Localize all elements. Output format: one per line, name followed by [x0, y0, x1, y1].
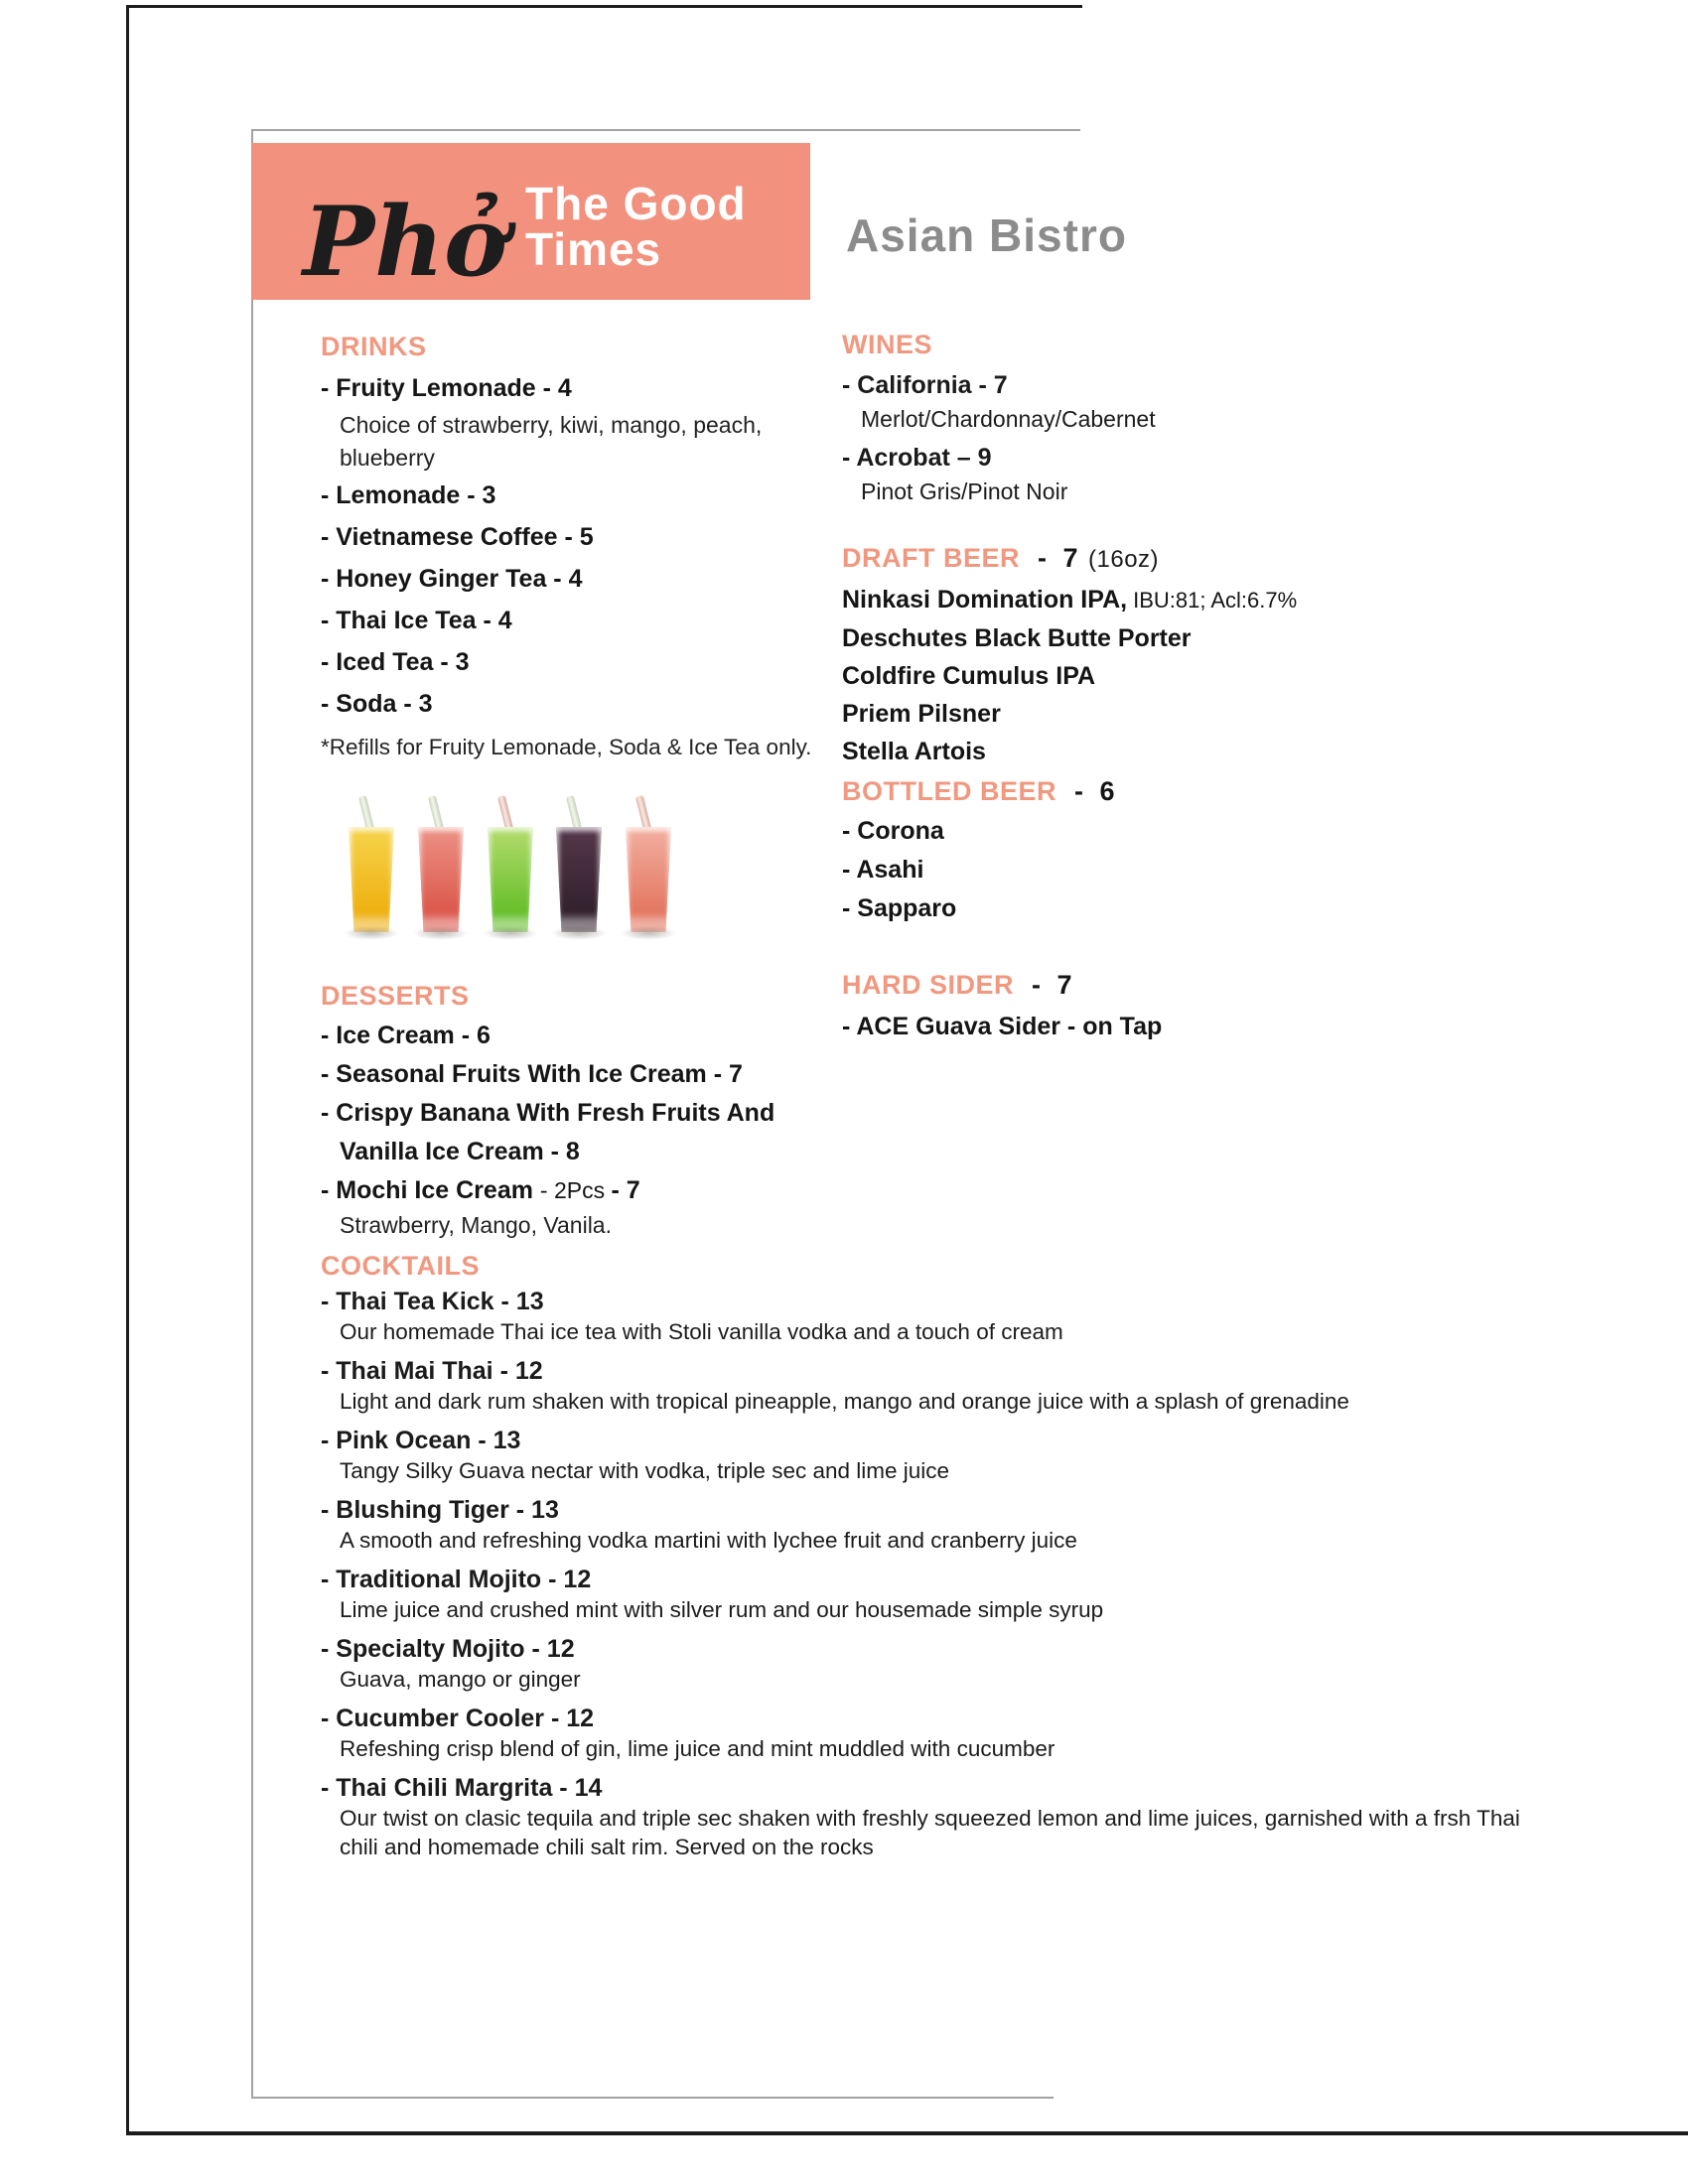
- menu-item: Coldfire Cumulus IPA: [842, 662, 1096, 690]
- drinks-heading: DRINKS: [321, 332, 427, 361]
- menu-item: - Crispy Banana With Fresh Fruits And: [321, 1099, 775, 1127]
- cocktail-item: [321, 1773, 1561, 1861]
- menu-item: Vanilla Ice Cream - 8: [340, 1138, 580, 1165]
- logo-restaurant-name: The Good Times: [525, 178, 747, 275]
- menu-item: - Honey Ginger Tea - 4: [321, 565, 583, 593]
- cocktail-item: [321, 1356, 1561, 1416]
- outer-border-bottom: [126, 2131, 1688, 2135]
- restaurant-subtitle: Asian Bistro: [846, 209, 1127, 261]
- item-description: Light and dark rum shaken with tropical pineapple, mango and orange juice with a splash of grenadine: [340, 1389, 1349, 1414]
- item-description: Strawberry, Mango, Vanila.: [340, 1212, 612, 1238]
- bottled-beer-heading: BOTTLED BEER - 6: [842, 776, 1116, 806]
- hard-sider-section: [842, 964, 1162, 1045]
- logo-banner: [251, 143, 810, 300]
- menu-item: - Fruity Lemonade - 4: [321, 374, 572, 402]
- item-description: A smooth and refreshing vodka martini with lychee fruit and cranberry juice: [340, 1528, 1077, 1553]
- desserts-section: [321, 975, 774, 1241]
- menu-item: - Corona: [842, 817, 944, 845]
- wines-heading: WINES: [842, 330, 933, 359]
- inner-card-border-top: [251, 129, 1080, 131]
- menu-item: - Thai Chili Margrita - 14: [321, 1774, 603, 1802]
- outer-border-top: [126, 5, 1082, 8]
- cocktail-item: [321, 1704, 1561, 1763]
- item-description: blueberry: [340, 445, 435, 471]
- draft-beer-section: [842, 537, 1297, 770]
- draft-beer-heading: DRAFT BEER - 7 (16oz): [842, 543, 1160, 573]
- menu-item: - Lemonade - 3: [321, 481, 496, 509]
- menu-item: - Sapparo: [842, 894, 957, 922]
- cocktail-item: [321, 1634, 1561, 1694]
- menu-item: - Pink Ocean - 13: [321, 1427, 521, 1454]
- glass-peach-pink: [626, 787, 671, 956]
- cocktail-item: [321, 1426, 1561, 1485]
- cocktails-section: [321, 1245, 1561, 1871]
- menu-item: - Thai Mai Thai - 12: [321, 1357, 543, 1385]
- item-description: Our twist on clasic tequila and triple sec shaken with freshly squeezed lemon and lime juices, garnished with a frsh Thai chili and homemade chili salt rim. Served on the rocks: [340, 1806, 1520, 1859]
- menu-item: - Acrobat – 9: [842, 444, 992, 472]
- menu-item: - Thai Ice Tea - 4: [321, 607, 512, 634]
- item-description: Our homemade Thai ice tea with Stoli vanilla vodka and a touch of cream: [340, 1319, 1063, 1344]
- menu-item: - Blushing Tiger - 13: [321, 1496, 559, 1524]
- inner-card-border-bottom: [251, 2097, 1054, 2099]
- glass-kiwi-green: [488, 787, 533, 956]
- menu-item: - Mochi Ice Cream - 2Pcs - 7: [321, 1176, 640, 1204]
- hard-sider-heading: HARD SIDER - 7: [842, 970, 1073, 1000]
- item-description: Lime juice and crushed mint with silver rum and our housemade simple syrup: [340, 1597, 1104, 1622]
- menu-item: - Specialty Mojito - 12: [321, 1635, 575, 1663]
- glass-yellow-lemonade: [349, 787, 394, 956]
- item-description: Tangy Silky Guava nectar with vodka, triple sec and lime juice: [340, 1458, 950, 1483]
- cocktail-item: [321, 1495, 1561, 1555]
- menu-item: - ACE Guava Sider - on Tap: [842, 1013, 1163, 1040]
- inner-card-border-left: [251, 129, 253, 2099]
- cocktail-item: [321, 1565, 1561, 1624]
- menu-item: - Asahi: [842, 856, 924, 884]
- menu-item: - Seasonal Fruits With Ice Cream - 7: [321, 1060, 743, 1088]
- menu-item: - Vietnamese Coffee - 5: [321, 523, 594, 551]
- outer-border-left: [126, 5, 129, 2134]
- menu-item: - Iced Tea - 3: [321, 648, 470, 676]
- cocktails-heading: COCKTAILS: [321, 1251, 480, 1281]
- menu-item: - California - 7: [842, 371, 1008, 399]
- drinks-photo: [349, 787, 676, 956]
- menu-item: - Soda - 3: [321, 690, 433, 718]
- menu-item: - Thai Tea Kick - 13: [321, 1288, 544, 1315]
- menu-item: Stella Artois: [842, 738, 986, 765]
- item-description: Choice of strawberry, kiwi, mango, peach,: [340, 412, 763, 438]
- item-description: Guava, mango or ginger: [340, 1667, 581, 1692]
- desserts-heading: DESSERTS: [321, 981, 470, 1011]
- menu-item: - Cucumber Cooler - 12: [321, 1705, 595, 1732]
- logo-pho-script: Phở: [303, 186, 508, 299]
- menu-item: Priem Pilsner: [842, 700, 1001, 728]
- wines-section: [842, 324, 1156, 512]
- glass-strawberry-red: [418, 787, 464, 956]
- menu-item: Ninkasi Domination IPA, IBU:81; Acl:6.7%: [842, 586, 1298, 614]
- drinks-section: [321, 326, 811, 763]
- glass-dark-berry: [556, 787, 602, 956]
- cocktail-item: [321, 1287, 1561, 1346]
- menu-item: - Traditional Mojito - 12: [321, 1566, 592, 1593]
- item-description: Merlot/Chardonnay/Cabernet: [861, 406, 1156, 432]
- menu-item: Deschutes Black Butte Porter: [842, 624, 1192, 652]
- item-description: Pinot Gris/Pinot Noir: [861, 478, 1068, 504]
- bottled-beer-section: [842, 770, 1115, 928]
- item-description: Refeshing crisp blend of gin, lime juice and mint muddled with cucumber: [340, 1736, 1055, 1761]
- menu-item: - Ice Cream - 6: [321, 1022, 491, 1049]
- refills-note: *Refills for Fruity Lemonade, Soda & Ice Tea only.: [321, 735, 812, 759]
